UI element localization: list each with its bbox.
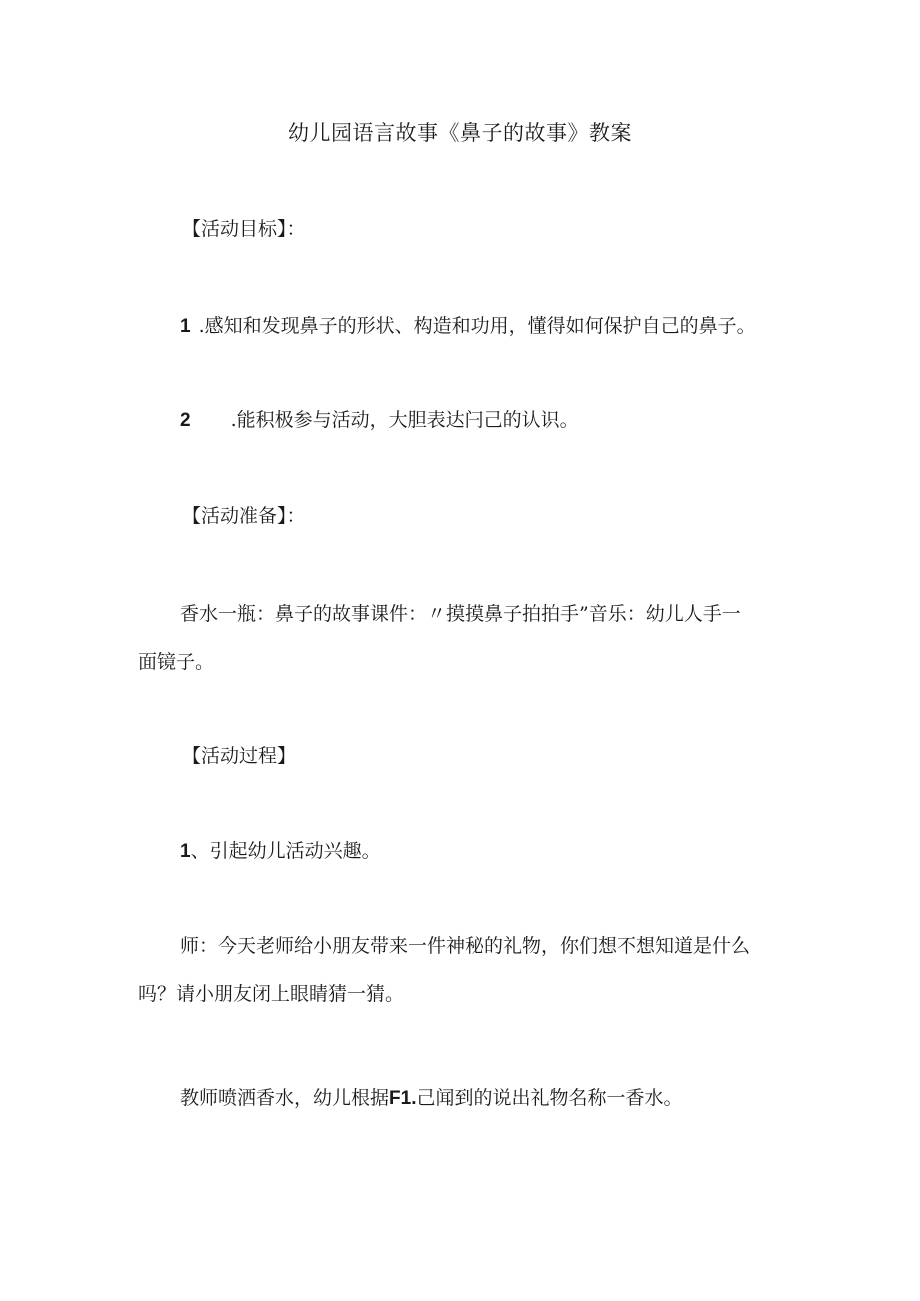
step-1-number: 1: [180, 841, 191, 862]
action-bold: F1.: [389, 1088, 417, 1109]
action-post: 己闻到的说出礼物名称一香水。: [416, 1087, 683, 1109]
teacher-line-2: 吗？请小朋友闭上眼睛猜一猜。: [138, 983, 405, 1005]
prep-line-2: 面镜子。: [138, 651, 215, 673]
goal-1-text: .感知和发现鼻子的形状、构造和功用，懂得如何保护自己的鼻子。: [198, 315, 756, 337]
document-title: 幼儿园语言故事《鼻子的故事》教案: [288, 121, 632, 145]
teacher-line-1: 师：今天老师给小朋友带来一件神秘的礼物，你们想不想知道是什么: [180, 935, 751, 957]
step-1-text: 、引起幼儿活动兴趣。: [190, 840, 381, 862]
goal-2-text: .能积极参与活动，大胆表达闩己的认识。: [230, 409, 579, 431]
process-heading: 【活动过程】: [182, 745, 297, 767]
goal-1: [180, 300, 756, 353]
action-pre: 教师喷洒香水，幼儿根据: [180, 1087, 390, 1109]
prep-heading: 【活动准备】：: [182, 505, 306, 527]
goals-heading: 【活动目标】：: [182, 218, 306, 240]
goal-2-number: 2: [180, 410, 191, 431]
goal-2: [180, 394, 579, 447]
action-line: [180, 1072, 682, 1125]
goal-1-number: 1: [180, 316, 191, 337]
step-1: [180, 825, 381, 878]
prep-line-1: 香水一瓶：鼻子的故事课件：〃摸摸鼻子拍拍手”音乐：幼儿人手一: [180, 603, 741, 625]
